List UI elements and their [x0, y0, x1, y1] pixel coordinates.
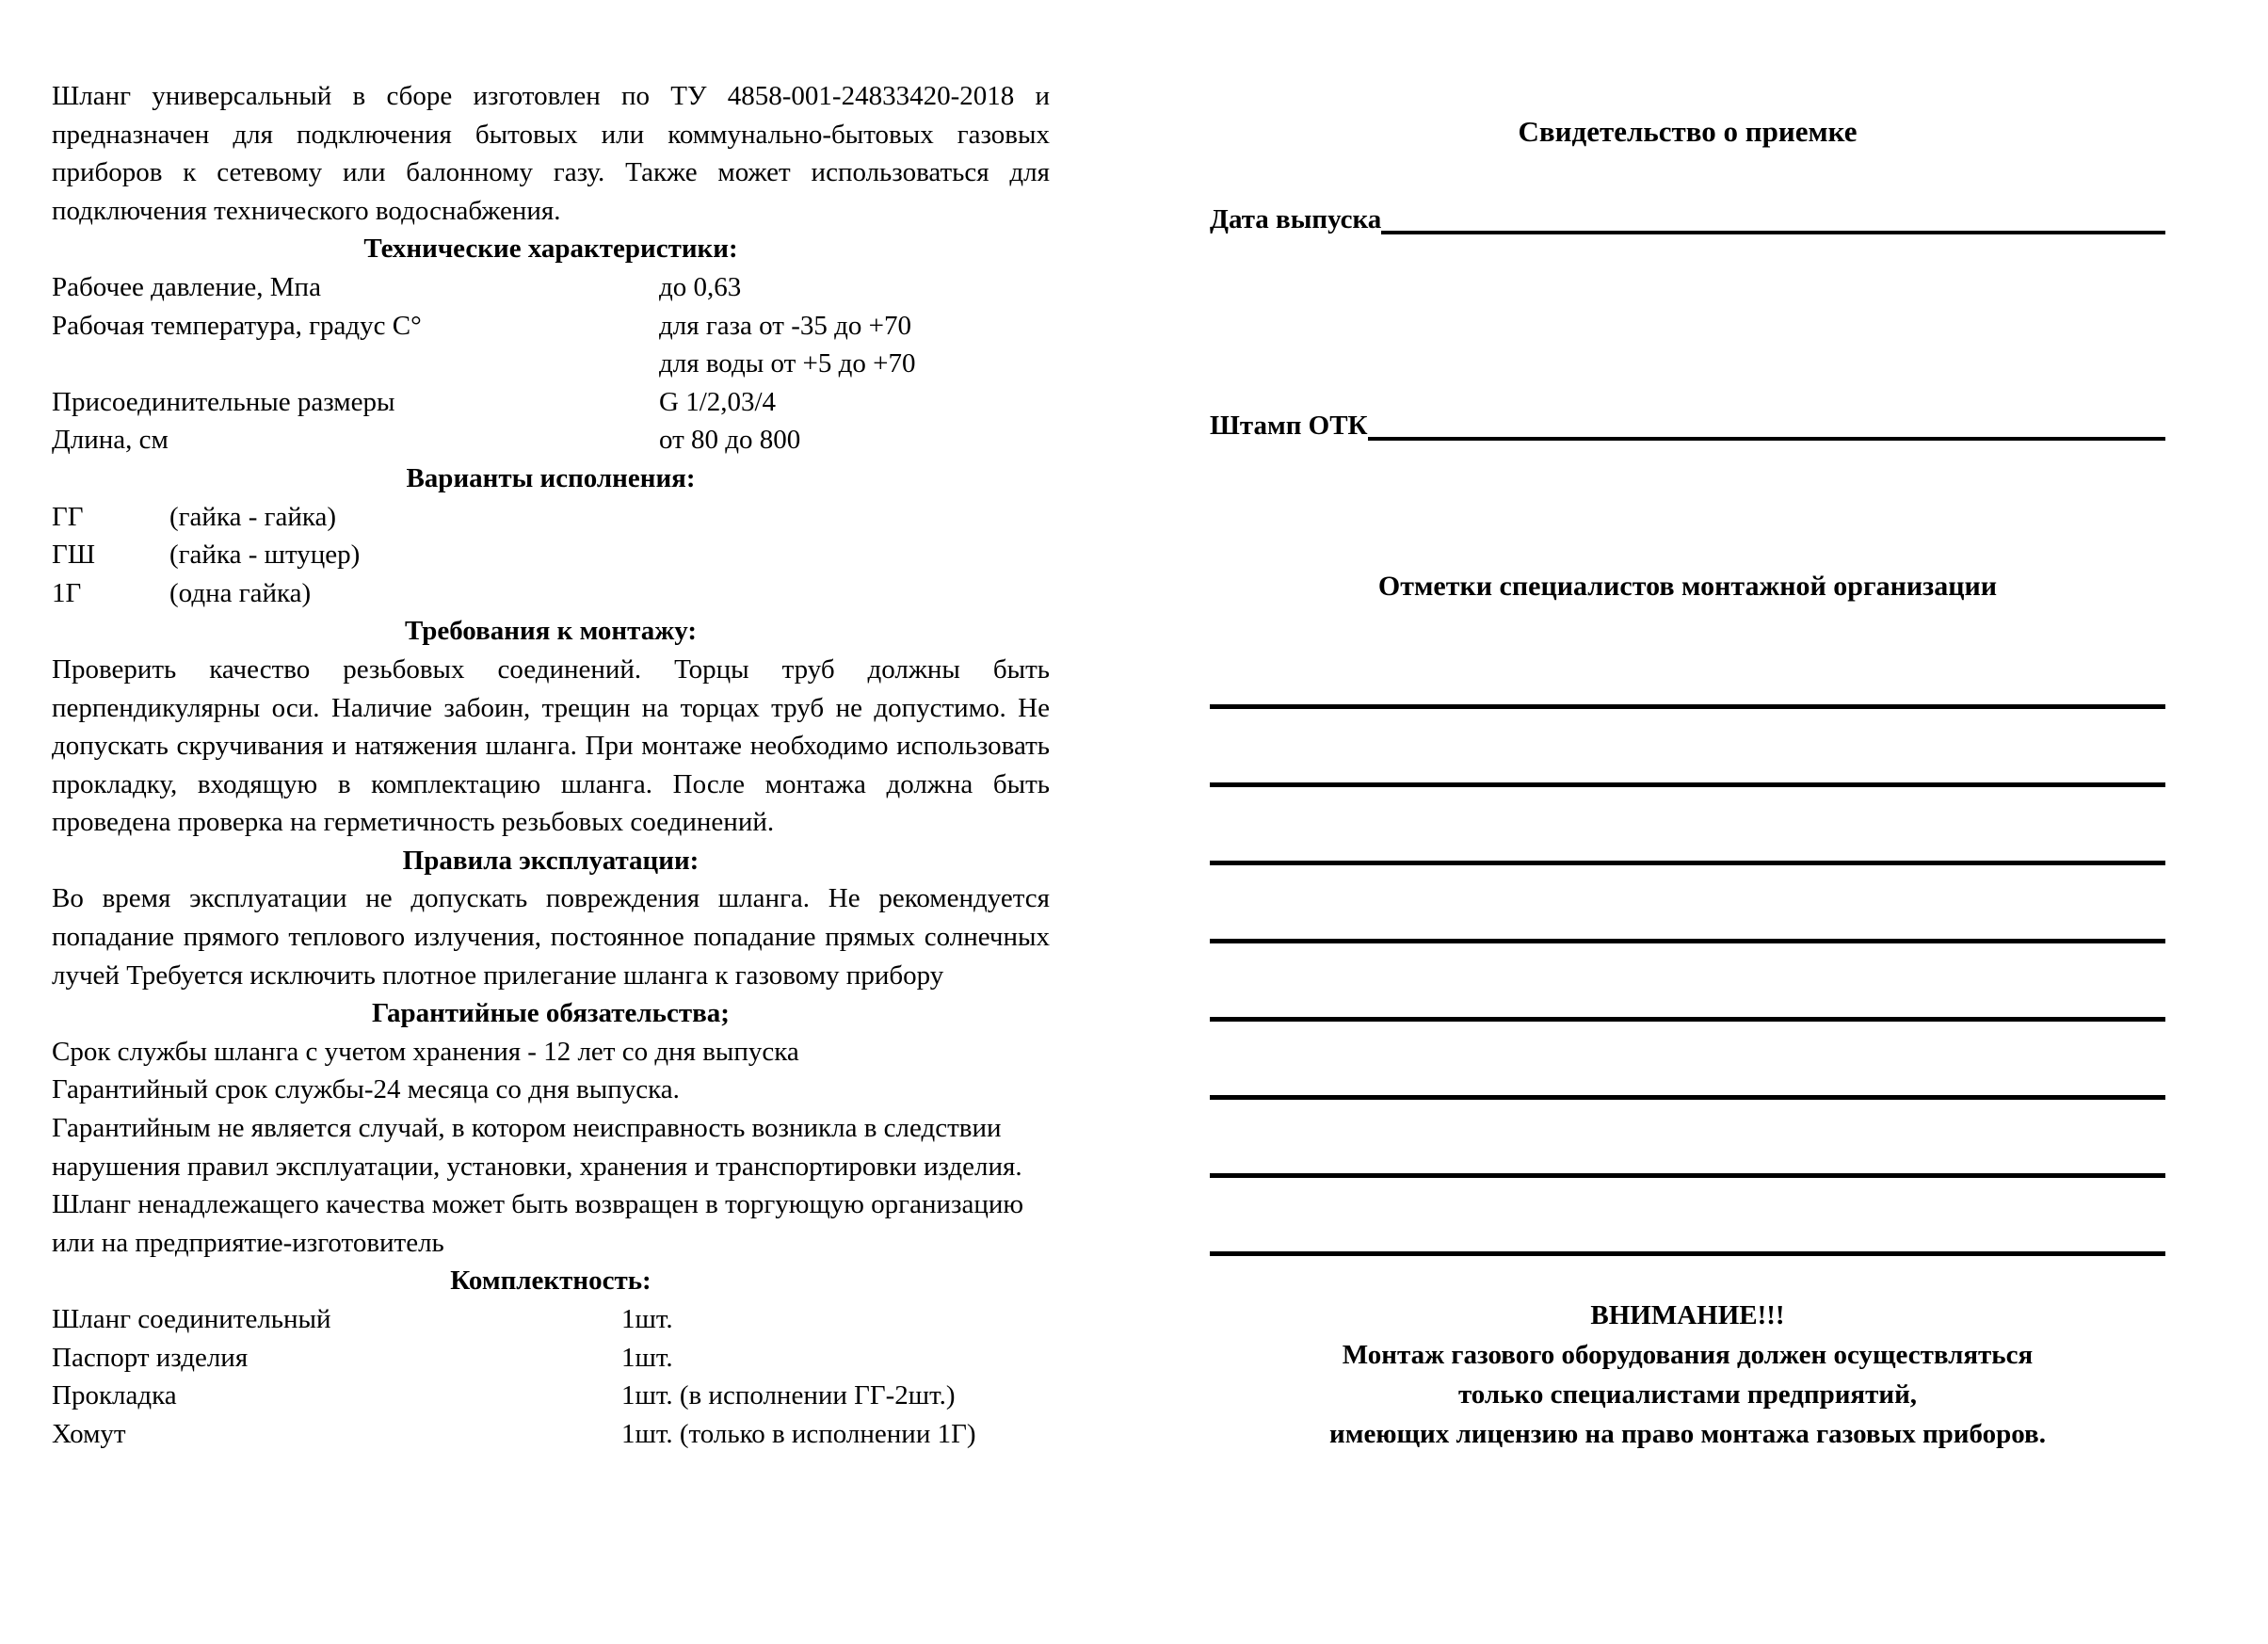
contents-value: 1шт. (в исполнении ГГ-2шт.): [621, 1380, 956, 1411]
spec-row: [52, 268, 1050, 307]
spec-label: [52, 345, 659, 383]
variants-heading: Варианты исполнения:: [406, 462, 696, 493]
spec-row: [52, 383, 1050, 422]
variant-row: [52, 536, 1050, 574]
variant-desc: (гайка - гайка): [169, 501, 337, 532]
contents-value: 1шт. (только в исполнении 1Г): [621, 1418, 976, 1449]
contents-label: Прокладка: [52, 1380, 177, 1411]
attention-line: имеющих лицензию на право монтажа газовых приборов.: [1329, 1418, 2046, 1449]
variant-code: ГШ: [52, 540, 96, 571]
date-fill-line: [1381, 201, 2165, 234]
attention-title: ВНИМАНИЕ!!!: [1590, 1299, 1785, 1330]
left-page: [52, 77, 1050, 1453]
warranty-line: Гарантийный срок службы-24 месяца со дня выпуска.: [52, 1074, 680, 1105]
variant-desc: (гайка - штуцер): [169, 540, 361, 571]
blank-line: [1210, 939, 2165, 943]
blank-line: [1210, 782, 2165, 787]
contents-label: Шланг соединительный: [52, 1304, 331, 1334]
otk-stamp-label: Штамп ОТК: [1210, 410, 1368, 441]
warranty-heading: Гарантийные обязательства;: [372, 998, 730, 1029]
spec-label: Длина, см: [52, 425, 169, 456]
variant-row: [52, 498, 1050, 537]
variant-desc: (одна гайка): [169, 577, 312, 608]
blank-line: [1210, 1017, 2165, 1022]
spec-value: до 0,63: [659, 271, 742, 302]
spec-row: [52, 421, 1050, 459]
acceptance-heading: Свидетельство о приемке: [1518, 115, 1858, 148]
variant-code: ГГ: [52, 501, 84, 532]
otk-stamp-row: [1210, 407, 2165, 445]
warranty-line: Шланг ненадлежащего качества может быть возвращен в торгующую организацию или на предприятие-изготовитель: [52, 1189, 1024, 1258]
spec-value: для воды от +5 до +70: [659, 348, 916, 379]
contents-value: 1шт.: [621, 1342, 673, 1373]
warranty-line: Срок службы шланга с учетом хранения - 12 лет со дня выпуска: [52, 1036, 799, 1067]
installers-notes-heading: Отметки специалистов монтажной организации: [1377, 570, 1998, 602]
contents-row: [52, 1339, 1050, 1378]
spec-label: Присоединительные размеры: [52, 386, 395, 417]
contents-row: [52, 1300, 1050, 1339]
blank-line: [1210, 1251, 2165, 1256]
spec-label: Рабочее давление, Мпа: [52, 271, 321, 302]
attention-block: [1210, 1296, 2165, 1454]
contents-value: 1шт.: [621, 1304, 673, 1334]
usage-paragraph: Во время эксплуатации не допускать повреждения шланга. Не рекомендуется попадание прямого теплового излучения, постоянное попадание прямых солнечных лучей Требуется исключить плотное прилегание шланга к газовому прибору: [52, 883, 1050, 991]
mounting-paragraph: Проверить качество резьбовых соединений. Торцы труб должны быть перпендикулярны оси. Наличие забоин, трещин на торцах труб не допустимо. Не допускать скручивания и натяжения шланга. При монтаже необходимо использовать прокладку, входящую в комплектацию шланга. После монтажа должна быть проведена проверка на герметичность резьбовых соединений.: [52, 653, 1050, 838]
blank-line: [1210, 861, 2165, 865]
spec-label: Рабочая температура, градус С°: [52, 310, 422, 341]
contents-row: [52, 1377, 1050, 1415]
spec-value: G 1/2,03/4: [659, 386, 777, 417]
date-of-issue-row: [1210, 201, 2165, 239]
blank-line: [1210, 1173, 2165, 1178]
contents-label: Хомут: [52, 1418, 126, 1449]
blank-line: [1210, 704, 2165, 709]
date-of-issue-label: Дата выпуска: [1210, 204, 1382, 235]
contents-row: [52, 1415, 1050, 1454]
attention-line: Монтаж газового оборудования должен осуществляться: [1342, 1339, 2034, 1370]
right-page: [1210, 111, 2165, 1454]
contents-heading: Комплектность:: [450, 1265, 651, 1297]
attention-line: только специалистами предприятий,: [1457, 1378, 1918, 1410]
warranty-line: Гарантийным не является случай, в котором неисправность возникла в следствии нарушения правил эксплуатации, установки, хранения и транспортировки изделия.: [52, 1113, 1022, 1182]
mounting-heading: Требования к монтажу:: [404, 616, 698, 647]
variant-code: 1Г: [52, 577, 82, 608]
tech-specs-heading: Технические характеристики:: [363, 234, 738, 265]
spec-row: [52, 307, 1050, 346]
spec-value: от 80 до 800: [659, 425, 801, 456]
intro-paragraph: Шланг универсальный в сборе изготовлен по ТУ 4858-001-24833420-2018 и предназначен для подключения бытовых или коммунально-бытовых газовых приборов к сетевому или балонному газу. Также может использоваться для подключения технического водоснабжения.: [52, 81, 1050, 226]
spec-row: [52, 345, 1050, 383]
spec-value: для газа от -35 до +70: [659, 310, 911, 341]
otk-stamp-fill-line: [1368, 407, 2165, 441]
contents-label: Паспорт изделия: [52, 1342, 249, 1373]
usage-heading: Правила эксплуатации:: [402, 845, 700, 876]
variant-row: [52, 574, 1050, 613]
blank-line: [1210, 1095, 2165, 1100]
